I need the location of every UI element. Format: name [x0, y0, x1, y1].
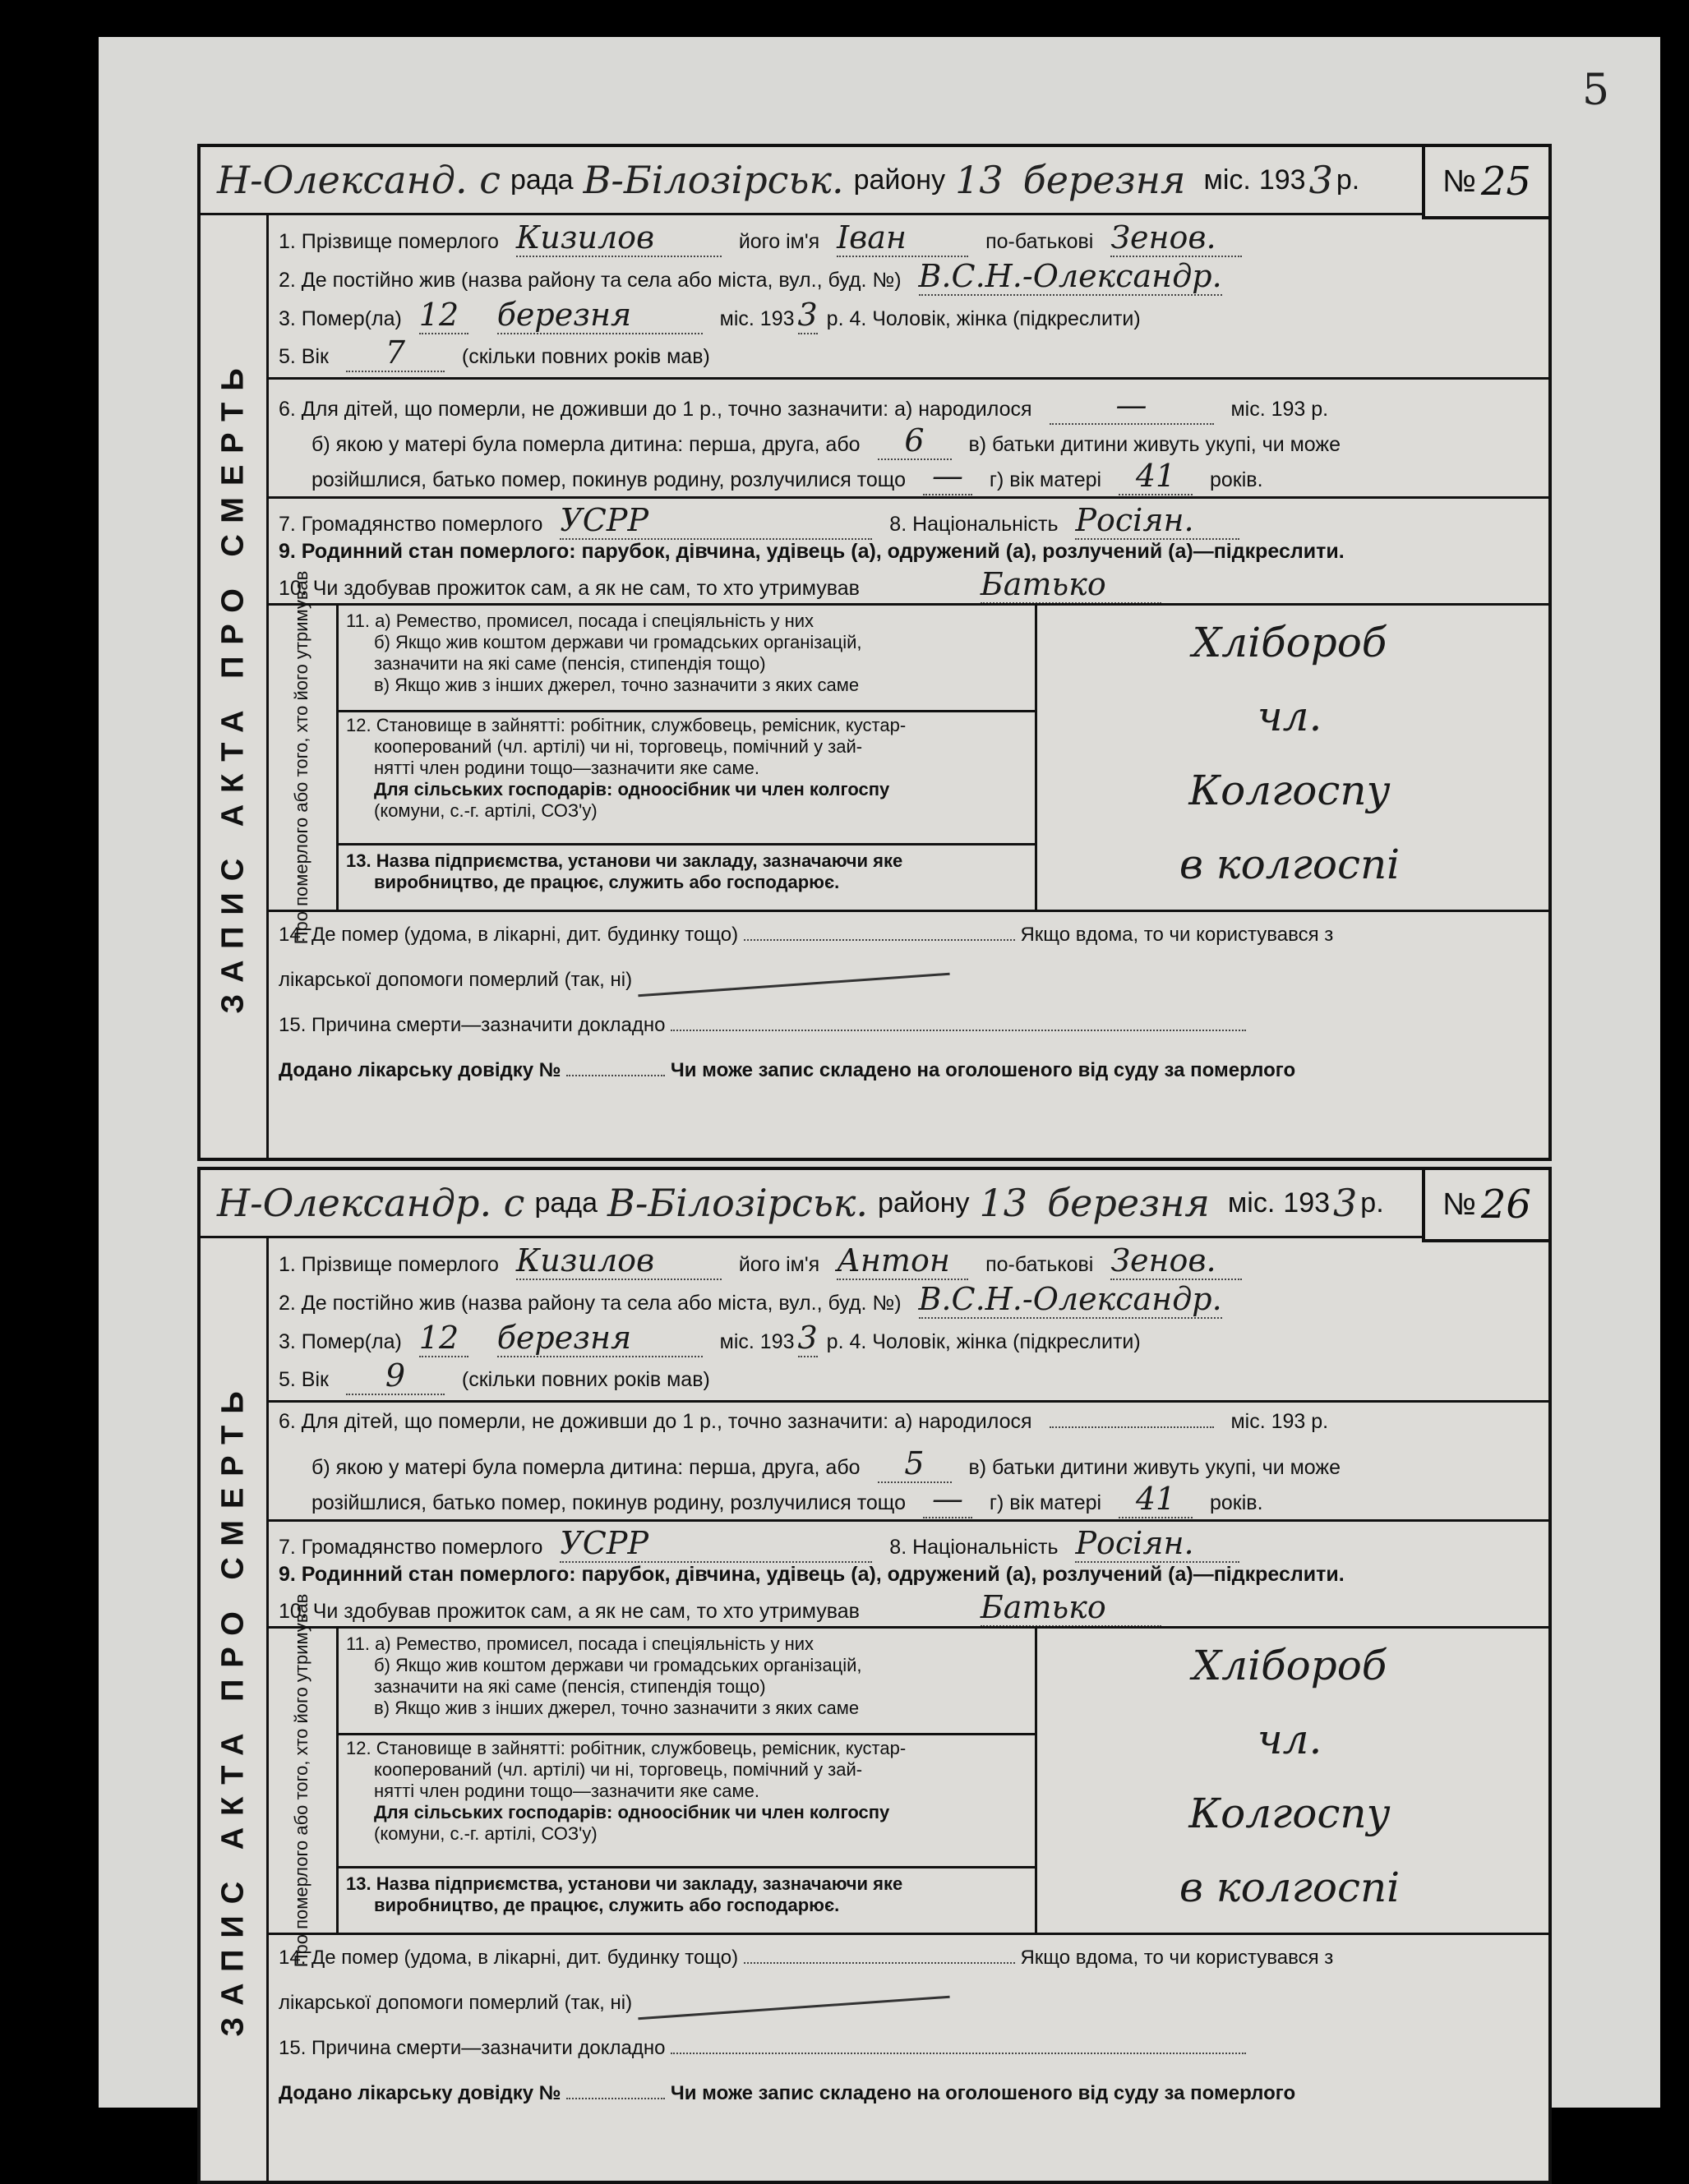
place-of-death-label: 14. Де помер (удома, в лікарні, дит. будинку тощо) [279, 1947, 739, 1969]
supported-by-label: 10. Чи здобував прожиток сам, а як не сам, то хто утримував [279, 577, 860, 600]
occupation-side-text: Про померлого або того, хто його утримував [290, 570, 311, 945]
q12d: Для сільських господарів: одноосібник чи член колгоспу [374, 1802, 890, 1822]
death-year-digit: 3 [797, 1320, 818, 1356]
year-label: 193 [1283, 1186, 1331, 1219]
occupation-answers [1047, 1629, 1532, 1933]
q13b: виробництво, де працює, служить або господарює. [374, 872, 840, 892]
name-label: його ім'я [738, 230, 820, 253]
age-value: 9 [346, 1357, 445, 1395]
death-day: 12 [419, 1320, 468, 1357]
field-6b [311, 1445, 1540, 1483]
field-10 [279, 1589, 1540, 1627]
field-15 [279, 1014, 1540, 1037]
residence-value: В.С.Н.-Олександр. [918, 1281, 1222, 1317]
supported-by-value: Батько [981, 566, 1161, 604]
death-month-label: міс. 193 [719, 1330, 795, 1353]
field-6a [279, 1410, 1540, 1434]
occupation-side-label [266, 570, 339, 945]
record-day: 13 [979, 1181, 1028, 1225]
record-month: березня [1047, 1181, 1210, 1225]
death-record-2 [197, 1167, 1552, 2184]
occupation-side-text: Про померлого або того, хто його утримував [290, 1593, 311, 1968]
nationality-label: 8. Національність [889, 1536, 1059, 1559]
side-title: ЗАПИС АКТА ПРО СМЕРТЬ [215, 1380, 251, 2037]
occupation-questions [336, 606, 1037, 910]
residence-value: В.С.Н.-Олександр. [918, 258, 1222, 294]
q12d: Для сільських господарів: одноосібник чи член колгоспу [374, 779, 890, 799]
age-hint: (скільки повних років мав) [461, 1368, 710, 1391]
field-14b [279, 969, 1540, 992]
medical-help-label-2: лікарської допомоги померлий (так, ні) [279, 969, 633, 991]
rada-label: рада [534, 1186, 598, 1219]
medical-help-label-2: лікарської допомоги померлий (так, ні) [279, 1992, 633, 2014]
medical-help-label: Якщо вдома, то чи користувався з [1020, 924, 1334, 946]
death-year-digit: 3 [797, 297, 818, 333]
village-name: В-Білозірськ. [583, 158, 844, 202]
district-label: району [878, 1186, 970, 1219]
q12e: (комуни, с.-г. артілі, СОЗ'у) [374, 800, 598, 821]
nationality-value: Росіян. [1075, 502, 1239, 540]
occupation-answer: Колгоспу [1188, 1790, 1391, 1837]
field-3 [279, 1320, 1540, 1357]
death-month: березня [497, 1320, 703, 1357]
side-title-column [201, 213, 269, 1158]
patronymic-value: Зенов. [1110, 219, 1242, 257]
record-day: 13 [955, 158, 1004, 202]
field-1 [279, 219, 1540, 257]
year-digit: 3 [1333, 1181, 1358, 1225]
patronymic-label: по-батькові [985, 1253, 1094, 1276]
death-date-label: 3. Помер(ла) [279, 1330, 402, 1353]
parents-together-label: в) батьки дитини живуть укупі, чи може [968, 1456, 1341, 1479]
residence-label: 2. Де постійно жив (назва району та села або міста, вул., буд. №) [279, 269, 902, 292]
year-digit: 3 [1308, 158, 1333, 202]
record-number-box [1422, 1167, 1552, 1242]
q11c: в) Якщо жив з інших джерел, точно зазначити з яких саме [374, 1698, 860, 1718]
citizenship-value: УСРР [560, 1525, 872, 1563]
q11c: в) Якщо жив з інших джерел, точно зазначити з яких саме [374, 675, 860, 695]
medical-help-label: Якщо вдома, то чи користувався з [1020, 1947, 1334, 1969]
village-name: В-Білозірськ. [607, 1181, 869, 1225]
nationality-label: 8. Національність [889, 513, 1059, 536]
divider [266, 1400, 1548, 1403]
field-6a [279, 387, 1540, 425]
q11b2: зазначити на які саме (пенсія, стипендія тощо) [374, 653, 766, 674]
month-label: міс. [1203, 164, 1251, 196]
number-label: № [1442, 164, 1476, 199]
infant-birth-value [1050, 1426, 1214, 1428]
court-declared-label: Чи може запис складено на оголошеного від суду за померлого [670, 2082, 1296, 2104]
q13a: 13. Назва підприємства, установи чи закладу, зазначаючи яке [346, 1873, 903, 1894]
place-of-death-label: 14. Де помер (удома, в лікарні, дит. будинку тощо) [279, 924, 739, 946]
occupation-answer: в колгоспі [1179, 841, 1401, 888]
death-day: 12 [419, 297, 468, 334]
parents-status-value: — [923, 458, 972, 495]
mother-age-value: 41 [1119, 458, 1193, 495]
occupation-answer: чл. [1257, 1716, 1322, 1763]
field-14 [279, 1947, 1540, 1970]
child-order-value: 5 [878, 1445, 952, 1483]
year-suffix: р. [1360, 1186, 1384, 1219]
citizenship-label: 7. Громадянство померлого [279, 1536, 543, 1559]
parents-status-label: розійшлися, батько помер, покинув родину, розлучилися тощо [311, 1491, 906, 1514]
field-14b [279, 1992, 1540, 2015]
residence-label: 2. Де постійно жив (назва району та села або міста, вул., буд. №) [279, 1292, 902, 1315]
age-value: 7 [346, 334, 445, 372]
mother-age-value: 41 [1119, 1481, 1193, 1518]
parents-status-value: — [923, 1481, 972, 1518]
parents-status-label: розійшлися, батько помер, покинув родину, розлучилися тощо [311, 468, 906, 491]
occupation-side-label [266, 1593, 339, 1968]
q12e: (комуни, с.-г. артілі, СОЗ'у) [374, 1823, 598, 1844]
occupation-answer: Хлібороб [1192, 1642, 1387, 1689]
surname-label: 1. Прізвище померлого [279, 230, 499, 253]
sex-label: р. 4. Чоловік, жінка (підкреслити) [826, 1330, 1141, 1353]
record-number: 26 [1480, 1182, 1531, 1228]
patronymic-label: по-батькові [985, 230, 1094, 253]
name-label: його ім'я [738, 1253, 820, 1276]
q11a: 11. а) Ремество, промисел, посада і спеціяльність у них [346, 611, 815, 631]
occupation-answers [1047, 606, 1532, 910]
field-2 [279, 258, 1540, 296]
parents-together-label: в) батьки дитини живуть укупі, чи може [968, 433, 1341, 456]
q12a: 12. Становище в зайнятті: робітник, службовець, ремісник, кустар- [346, 715, 907, 735]
q13a: 13. Назва підприємства, установи чи закладу, зазначаючи яке [346, 850, 903, 871]
patronymic-value: Зенов. [1110, 1242, 1242, 1280]
record-number: 25 [1480, 159, 1531, 205]
surname-value: Кизилов [516, 219, 722, 257]
field-14 [279, 924, 1540, 947]
field-1 [279, 1242, 1540, 1280]
year-label: 193 [1258, 164, 1306, 196]
death-date-label: 3. Помер(ла) [279, 307, 402, 330]
q11b2: зазначити на які саме (пенсія, стипендія тощо) [374, 1676, 766, 1697]
years-label: років. [1210, 468, 1263, 491]
child-order-label: б) якою у матері була померла дитина: перша, друга, або [311, 1456, 861, 1479]
name-value: Антон [837, 1242, 968, 1280]
q11b: б) Якщо жив коштом держави чи громадських організацій, [374, 1655, 862, 1675]
field-2 [279, 1281, 1540, 1319]
q12b: кооперований (чл. артілі) чи ні, торговець, помічний у зай- [374, 1759, 863, 1780]
supported-by-label: 10. Чи здобував прожиток сам, а як не сам, то хто утримував [279, 1600, 860, 1623]
occupation-answer: Хлібороб [1192, 619, 1387, 666]
age-label: 5. Вік [279, 345, 329, 368]
record-header [201, 1170, 1548, 1238]
side-title: ЗАПИС АКТА ПРО СМЕРТЬ [215, 357, 251, 1014]
occupation-questions [336, 1629, 1037, 1933]
field-7 [279, 502, 1540, 540]
death-month-label: міс. 193 [719, 307, 795, 330]
surname-label: 1. Прізвище померлого [279, 1253, 499, 1276]
infant-birth-label: 6. Для дітей, що померли, не доживши до 1 р., точно зазначити: а) народилося [279, 1410, 1032, 1433]
certificate-label: Додано лікарську довідку № [279, 2082, 561, 2104]
sex-label: р. 4. Чоловік, жінка (підкреслити) [826, 307, 1141, 330]
record-number-box [1422, 144, 1552, 219]
age-hint: (скільки повних років мав) [461, 345, 710, 368]
certificate-label: Додано лікарську довідку № [279, 1059, 561, 1081]
q12b: кооперований (чл. артілі) чи ні, торговець, помічний у зай- [374, 736, 863, 757]
divider [266, 377, 1548, 380]
years-label: років. [1210, 1491, 1263, 1514]
district-label: району [853, 164, 946, 196]
number-label: № [1442, 1186, 1476, 1222]
q13b: виробництво, де працює, служить або господарює. [374, 1895, 840, 1915]
occupation-answer: Колгоспу [1188, 767, 1391, 814]
divider [266, 1519, 1548, 1522]
cause-of-death-label: 15. Причина смерти—зазначити докладно [279, 1014, 666, 1036]
nationality-value: Росіян. [1075, 1525, 1239, 1563]
death-month: березня [497, 297, 703, 334]
page-number: 5 [1582, 66, 1610, 115]
side-title-column [201, 1236, 269, 2181]
infant-birth-end: міс. 193 р. [1230, 398, 1329, 421]
marital-status-label: 9. Родинний стан померлого: парубок, дівчина, удівець (а), одружений (а), розлучений (а)—підкреслити. [279, 540, 1345, 563]
supported-by-value: Батько [981, 1589, 1161, 1627]
surname-value: Кизилов [516, 1242, 722, 1280]
mother-age-label: г) вік матері [989, 1491, 1102, 1514]
field-6c [311, 458, 1540, 495]
infant-birth-end: міс. 193 р. [1230, 1410, 1329, 1433]
age-label: 5. Вік [279, 1368, 329, 1391]
divider [266, 496, 1548, 499]
q12c: нятті член родини тощо—зазначити яке саме. [374, 1781, 759, 1801]
field-16 [279, 1059, 1540, 1082]
occupation-answer: чл. [1257, 693, 1322, 740]
field-6b [311, 422, 1540, 460]
year-suffix: р. [1336, 164, 1360, 196]
field-9 [279, 540, 1540, 564]
q11b: б) Якщо жив коштом держави чи громадських організацій, [374, 632, 862, 652]
mother-age-label: г) вік матері [989, 468, 1102, 491]
rada-name: Н-Олександ. с [217, 158, 501, 202]
death-record-1 [197, 144, 1552, 1161]
field-15 [279, 2037, 1540, 2060]
infant-birth-label: 6. Для дітей, що померли, не доживши до 1 р., точно зазначити: а) народилося [279, 398, 1032, 421]
cause-of-death-label: 15. Причина смерти—зазначити докладно [279, 2037, 666, 2059]
field-9 [279, 1563, 1540, 1587]
record-month: березня [1022, 158, 1186, 202]
record-header [201, 147, 1548, 215]
q12a: 12. Становище в зайнятті: робітник, службовець, ремісник, кустар- [346, 1738, 907, 1758]
q12c: нятті член родини тощо—зазначити яке саме. [374, 758, 759, 778]
marital-status-label: 9. Родинний стан померлого: парубок, дівчина, удівець (а), одружений (а), розлучений (а)—підкреслити. [279, 1563, 1345, 1586]
child-order-label: б) якою у матері була померла дитина: перша, друга, або [311, 433, 861, 456]
field-10 [279, 566, 1540, 604]
field-5 [279, 334, 1540, 372]
name-value: Іван [837, 219, 968, 257]
rada-label: рада [510, 164, 574, 196]
field-7 [279, 1525, 1540, 1563]
field-5 [279, 1357, 1540, 1395]
rada-name: Н-Олександр. с [217, 1181, 525, 1225]
field-3 [279, 297, 1540, 334]
citizenship-value: УСРР [560, 502, 872, 540]
occupation-answer: в колгоспі [1179, 1864, 1401, 1911]
child-order-value: 6 [878, 422, 952, 460]
infant-birth-value: — [1050, 387, 1214, 425]
citizenship-label: 7. Громадянство померлого [279, 513, 543, 536]
court-declared-label: Чи може запис складено на оголошеного від суду за померлого [670, 1059, 1296, 1081]
q11a: 11. а) Ремество, промисел, посада і спеціяльність у них [346, 1633, 815, 1654]
field-16 [279, 2082, 1540, 2105]
month-label: міс. [1227, 1186, 1276, 1219]
field-6c [311, 1481, 1540, 1518]
